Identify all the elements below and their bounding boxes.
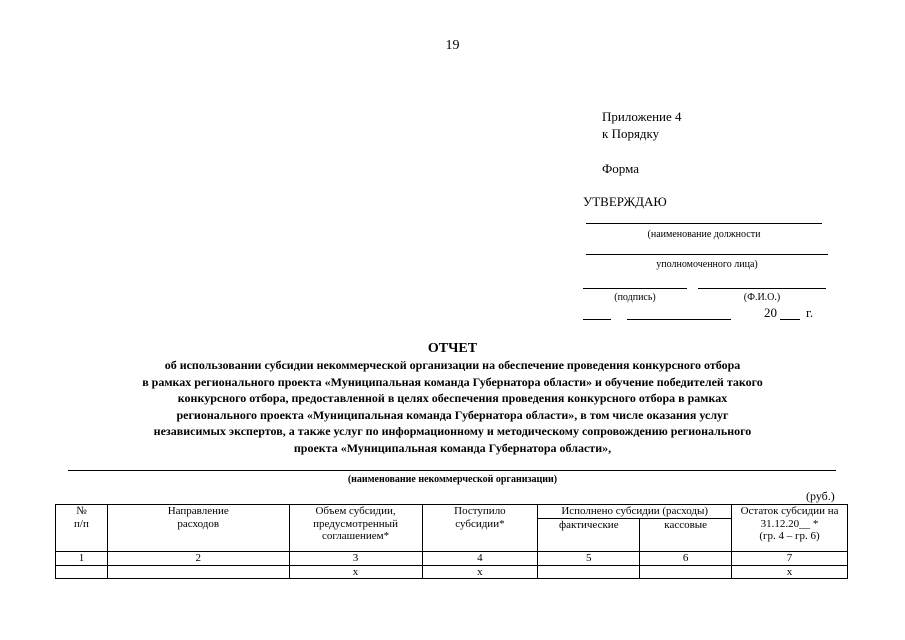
appendix-reference: к Порядку — [602, 126, 660, 141]
header-text: расходов — [177, 517, 220, 530]
table-row — [56, 565, 848, 579]
column-number: 1 — [56, 551, 108, 565]
signature-line — [583, 288, 687, 289]
form-label: Форма — [602, 161, 639, 176]
header-text: субсидии* — [455, 517, 505, 530]
organization-caption: (наименование некоммерческой организации) — [347, 474, 558, 485]
column-number-row — [56, 551, 848, 565]
report-title: ОТЧЕТ — [427, 341, 478, 356]
subtitle-line: в рамках регионального проекта «Муниципальная команда Губернатора области» и обучение победителей такого — [142, 374, 763, 389]
approval-heading: УТВЕРЖДАЮ — [583, 194, 667, 209]
column-number: 5 — [538, 551, 640, 565]
column-number: 2 — [107, 551, 289, 565]
header-cash: кассовые — [640, 518, 732, 551]
signature-caption: (подпись) — [614, 292, 656, 303]
table-cell — [538, 565, 640, 579]
date-suffix: г. — [806, 305, 814, 320]
header-text: Остаток субсидии на — [740, 505, 839, 517]
column-number: 4 — [422, 551, 538, 565]
header-balance — [732, 505, 848, 552]
header-volume — [289, 505, 422, 552]
header-text: 31.12.20__ * — [760, 517, 819, 530]
subtitle-line: независимых экспертов, а также услуг по информационному и методическому сопровождению регионального — [153, 424, 752, 438]
date-day-line — [583, 319, 611, 320]
header-executed: Исполнено субсидии (расходы) — [538, 505, 732, 519]
header-direction — [107, 505, 289, 552]
header-text: соглашением* — [321, 530, 390, 542]
header-actual: фактические — [538, 518, 640, 551]
subtitle-line: конкурсного отбора, предоставленной в целях обеспечения проведения конкурсного отбора в рамках — [177, 391, 728, 405]
column-number: 7 — [732, 551, 848, 565]
header-text: Направление — [167, 505, 229, 517]
header-received — [422, 505, 538, 552]
subtitle-line: регионального проекта «Муниципальная команда Губернатора области», в том числе оказания услуг — [176, 407, 729, 422]
subtitle-line: проекта «Муниципальная команда Губернатора области», — [293, 440, 612, 455]
header-number — [56, 505, 108, 552]
date-month-line — [627, 319, 731, 320]
table-cell: x — [422, 565, 538, 579]
authorized-caption: уполномоченного лица) — [656, 259, 758, 270]
table-cell — [107, 565, 289, 579]
table-cell: x — [732, 565, 848, 579]
page-number: 19 — [445, 38, 460, 53]
position-line — [586, 223, 822, 224]
date-year-prefix: 20 — [764, 305, 777, 320]
table-cell — [640, 565, 732, 579]
name-caption: (Ф.И.О.) — [743, 292, 781, 303]
authorized-line — [586, 254, 828, 255]
position-caption: (наименование должности — [647, 229, 761, 240]
table-cell: x — [289, 565, 422, 579]
currency-label: (руб.) — [806, 489, 835, 503]
table-cell — [56, 565, 108, 579]
header-text: Поступило — [454, 505, 506, 517]
appendix-number: Приложение 4 — [602, 109, 682, 124]
column-number: 3 — [289, 551, 422, 565]
date-year-line — [780, 319, 800, 320]
subtitle-line: об использовании субсидии некоммерческой организации на обеспечение проведения конкурсного отбора — [164, 358, 741, 372]
report-table — [55, 504, 848, 579]
organization-name-line — [68, 470, 836, 471]
header-text: п/п — [74, 517, 89, 530]
header-text: предусмотренный — [313, 517, 398, 530]
column-number: 6 — [640, 551, 732, 565]
header-text: № — [76, 505, 87, 517]
report-subtitle — [40, 357, 865, 456]
header-text: (гр. 4 – гр. 6) — [759, 530, 820, 542]
table-header-row — [56, 505, 848, 519]
name-line — [698, 288, 826, 289]
header-text: Объем субсидии, — [315, 505, 396, 517]
